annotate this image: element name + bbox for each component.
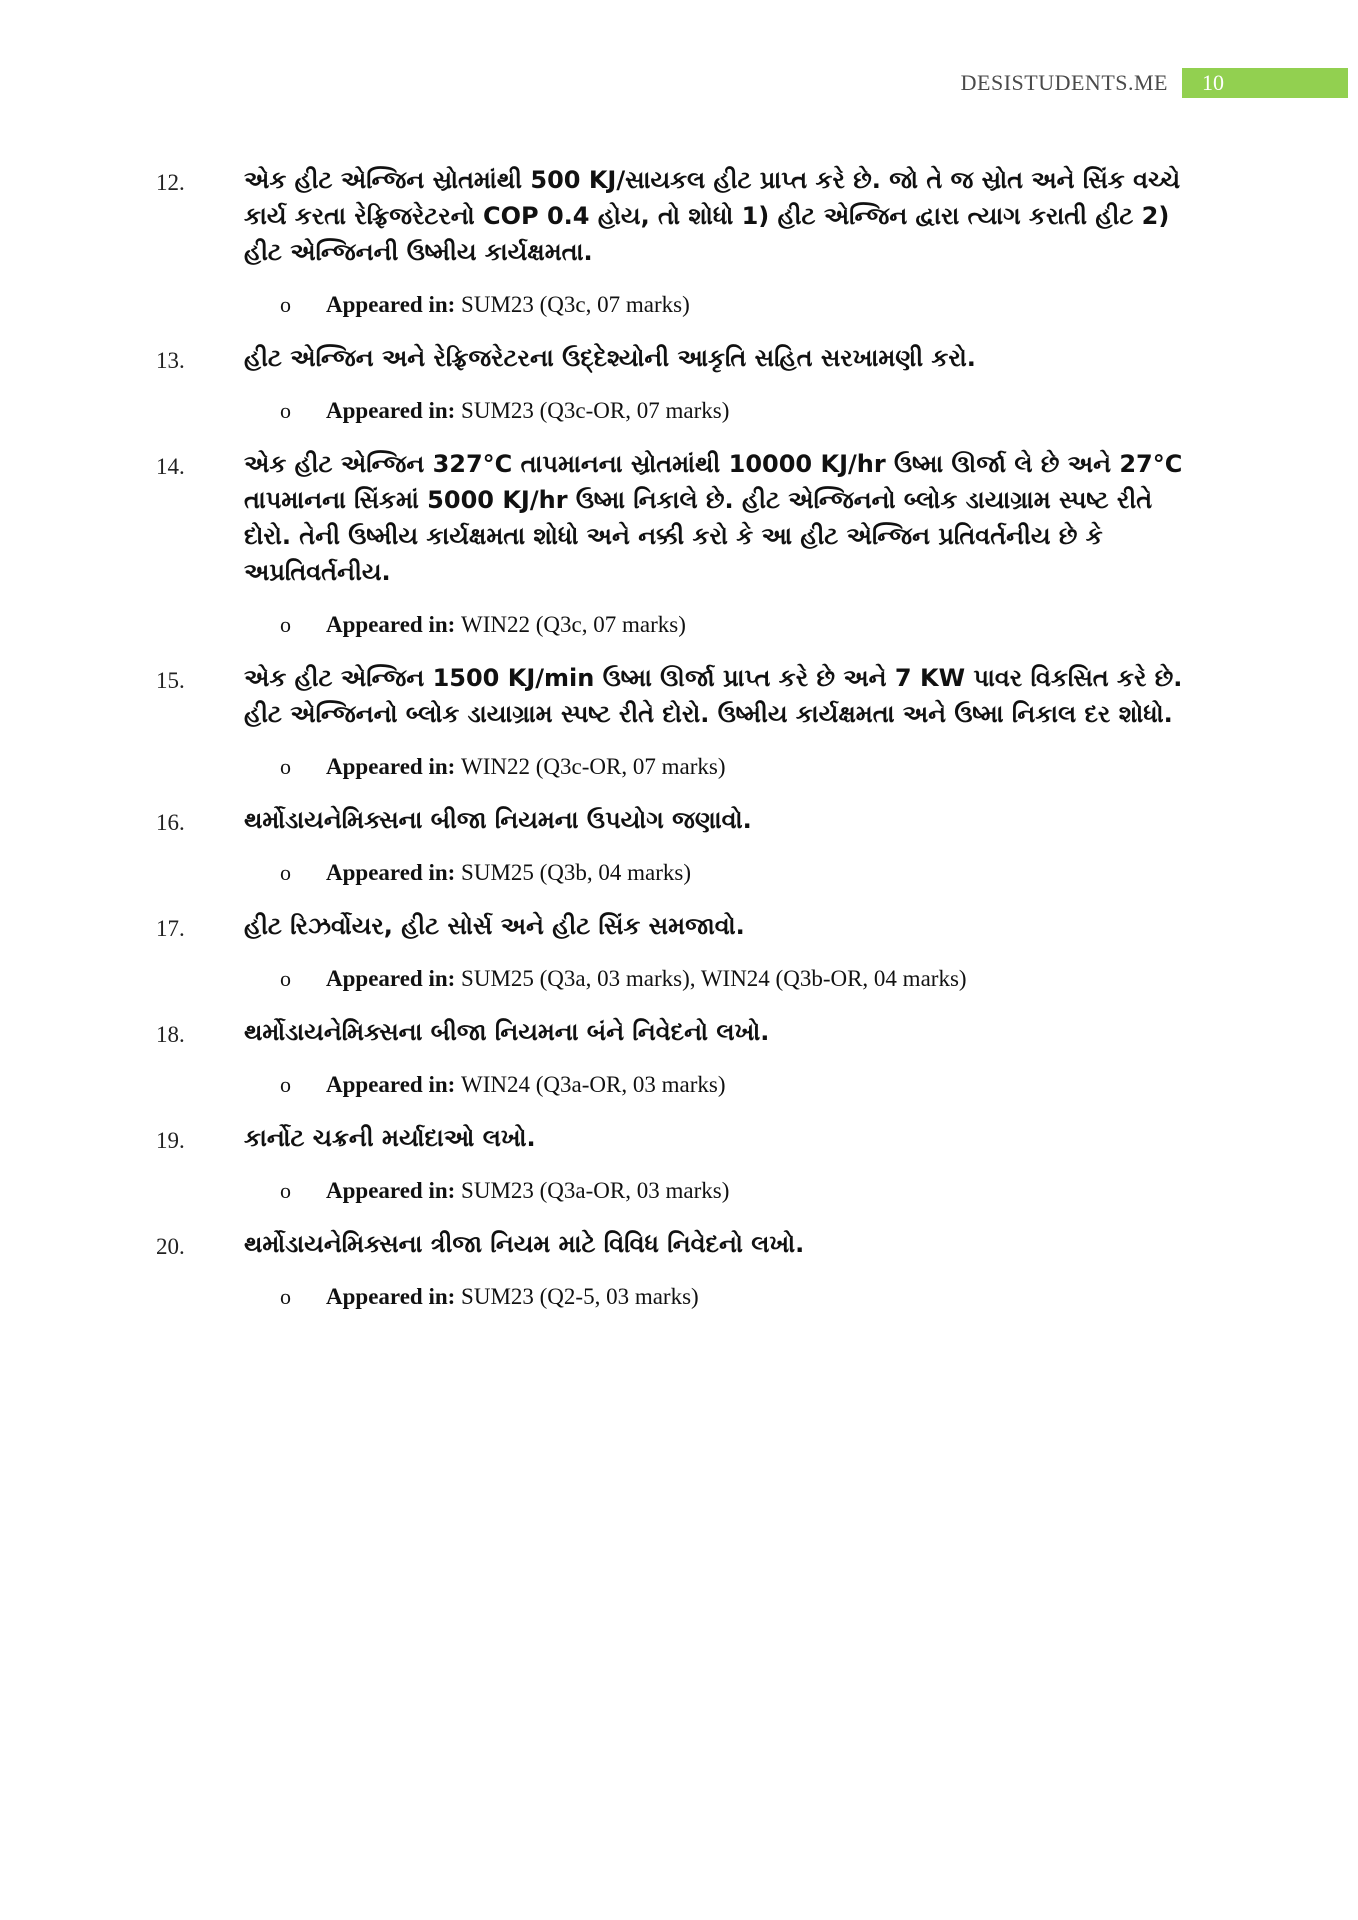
question-item bbox=[156, 446, 1200, 640]
page-header bbox=[961, 68, 1348, 98]
question-number: 13. bbox=[156, 348, 185, 373]
appeared-value: SUM23 (Q3c-OR, 07 marks) bbox=[461, 398, 730, 423]
appeared-label: Appeared in: bbox=[326, 754, 462, 779]
appeared-in bbox=[200, 290, 1200, 320]
appeared-in bbox=[200, 858, 1200, 888]
appeared-label: Appeared in: bbox=[326, 398, 462, 423]
appeared-value: SUM23 (Q3c, 07 marks) bbox=[461, 292, 690, 317]
appeared-value: WIN22 (Q3c-OR, 07 marks) bbox=[461, 754, 726, 779]
bullet-icon: o bbox=[280, 754, 291, 779]
question-text: એક હીટ એન્જિન સ્રોતમાંથી 500 KJ/સાયકલ હીટ પ્રાપ્ત કરે છે. જો તે જ સ્રોત અને સિંક વચ્ચે કાર્ય કરતા રેફ્રિજરેટરનો COP 0.4 હોય, તો શોધો 1) હીટ એન્જિન દ્વારા ત્યાગ કરાતી હીટ 2) હીટ એન્જિનની ઉષ્મીય કાર્યક્ષમતા. bbox=[244, 166, 1181, 266]
appeared-value: WIN22 (Q3c, 07 marks) bbox=[461, 612, 686, 637]
question-item bbox=[156, 802, 1200, 888]
question-item bbox=[156, 1120, 1200, 1206]
question-item bbox=[156, 162, 1200, 320]
question-item bbox=[156, 660, 1200, 782]
appeared-in bbox=[200, 610, 1200, 640]
bullet-icon: o bbox=[280, 860, 291, 885]
appeared-in bbox=[200, 1070, 1200, 1100]
appeared-in bbox=[200, 1176, 1200, 1206]
question-number: 16. bbox=[156, 810, 185, 835]
question-number: 19. bbox=[156, 1128, 185, 1153]
page-number: 10 bbox=[1182, 68, 1348, 98]
question-list bbox=[156, 162, 1200, 1332]
appeared-value: SUM23 (Q2-5, 03 marks) bbox=[461, 1284, 699, 1309]
appeared-in bbox=[200, 752, 1200, 782]
bullet-icon: o bbox=[280, 612, 291, 637]
question-text: એક હીટ એન્જિન 327°C તાપમાનના સ્રોતમાંથી 10000 KJ/hr ઉષ્મા ઊર્જા લે છે અને 27°C તાપમાનના સિંકમાં 5000 KJ/hr ઉષ્મા નિકાલે છે. હીટ એન્જિનનો બ્લોક ડાયાગ્રામ સ્પષ્ટ રીતે દોરો. તેની ઉષ્મીય કાર્યક્ષમતા શોધો અને નક્કી કરો કે આ હીટ એન્જિન પ્રતિવર્તનીય છે કે અપ્રતિવર્તનીય. bbox=[244, 450, 1183, 586]
appeared-label: Appeared in: bbox=[326, 860, 462, 885]
question-number: 18. bbox=[156, 1022, 185, 1047]
question-item bbox=[156, 908, 1200, 994]
appeared-label: Appeared in: bbox=[326, 1178, 462, 1203]
appeared-in bbox=[200, 1282, 1200, 1312]
bullet-icon: o bbox=[280, 292, 291, 317]
appeared-label: Appeared in: bbox=[326, 1072, 462, 1097]
question-item bbox=[156, 1014, 1200, 1100]
bullet-icon: o bbox=[280, 1284, 291, 1309]
appeared-value: SUM23 (Q3a-OR, 03 marks) bbox=[461, 1178, 730, 1203]
appeared-in bbox=[200, 964, 1200, 994]
question-text: એક હીટ એન્જિન 1500 KJ/min ઉષ્મા ઊર્જા પ્રાપ્ત કરે છે અને 7 KW પાવર વિકસિત કરે છે. હીટ એન્જિનનો બ્લોક ડાયાગ્રામ સ્પષ્ટ રીતે દોરો. ઉષ્મીય કાર્યક્ષમતા અને ઉષ્મા નિકાલ દર શોધો. bbox=[244, 664, 1183, 728]
bullet-icon: o bbox=[280, 1178, 291, 1203]
bullet-icon: o bbox=[280, 1072, 291, 1097]
appeared-in bbox=[200, 396, 1200, 426]
appeared-label: Appeared in: bbox=[326, 292, 462, 317]
bullet-icon: o bbox=[280, 398, 291, 423]
question-text: થર્મોડાયનેમિક્સના બીજા નિયમના બંને નિવેદનો લખો. bbox=[244, 1018, 770, 1046]
appeared-value: SUM25 (Q3b, 04 marks) bbox=[461, 860, 692, 885]
appeared-label: Appeared in: bbox=[326, 1284, 462, 1309]
appeared-label: Appeared in: bbox=[326, 612, 462, 637]
question-item bbox=[156, 340, 1200, 426]
question-text: થર્મોડાયનેમિક્સના ત્રીજા નિયમ માટે વિવિધ નિવેદનો લખો. bbox=[244, 1230, 805, 1258]
question-text: હીટ એન્જિન અને રેફ્રિજરેટરના ઉદ્દેશ્યોની આકૃતિ સહિત સરખામણી કરો. bbox=[244, 344, 976, 372]
site-name: DESISTUDENTS.ME bbox=[960, 70, 1168, 95]
question-item bbox=[156, 1226, 1200, 1312]
question-number: 20. bbox=[156, 1234, 185, 1259]
question-number: 14. bbox=[156, 454, 185, 479]
question-number: 17. bbox=[156, 916, 185, 941]
question-number: 12. bbox=[156, 170, 185, 195]
question-text: હીટ રિઝર્વોયર, હીટ સોર્સ અને હીટ સિંક સમજાવો. bbox=[244, 912, 745, 940]
bullet-icon: o bbox=[280, 966, 291, 991]
question-text: કાર્નોટ ચક્રની મર્યાદાઓ લખો. bbox=[244, 1124, 536, 1152]
appeared-label: Appeared in: bbox=[326, 966, 462, 991]
appeared-value: SUM25 (Q3a, 03 marks), WIN24 (Q3b-OR, 04 marks) bbox=[461, 966, 967, 991]
question-text: થર્મોડાયનેમિક્સના બીજા નિયમના ઉપયોગ જણાવો. bbox=[244, 806, 752, 834]
question-number: 15. bbox=[156, 668, 185, 693]
appeared-value: WIN24 (Q3a-OR, 03 marks) bbox=[461, 1072, 726, 1097]
